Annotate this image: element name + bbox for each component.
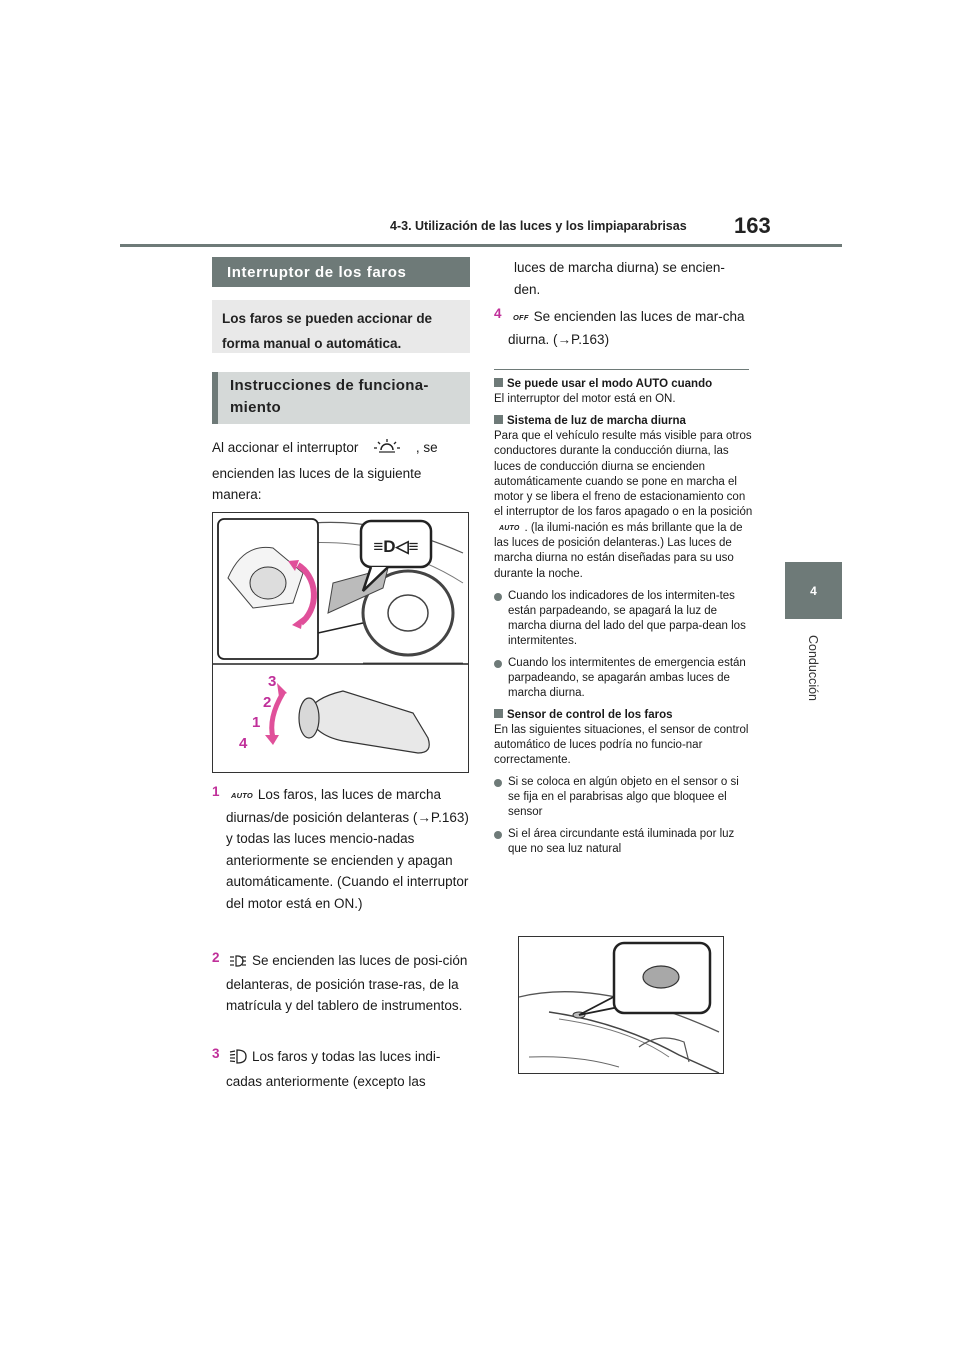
intro-text-c: encienden las luces de la siguiente manera: — [212, 465, 422, 502]
square-bullet-icon — [494, 709, 503, 718]
notes-block — [494, 377, 754, 857]
note-3-bullet-1: Si se coloca en algún objeto en el sensor o si se fija en el parabrisas algo que bloquee el sensor — [494, 775, 754, 820]
light-sensor-figure — [518, 936, 724, 1074]
off-symbol-icon: OFF — [513, 313, 529, 322]
item-4 — [494, 306, 752, 350]
item-2-number: 2 — [212, 950, 220, 965]
item-1 — [212, 784, 474, 914]
note-2-body — [494, 429, 754, 582]
figure-label-2: 2 — [263, 694, 272, 711]
intro-text-b: , se — [415, 440, 438, 455]
section-heading: Interruptor de los faros — [212, 257, 470, 287]
item-4-text: Se encienden las luces de mar-cha diurna. (→P.163) — [508, 309, 745, 347]
chapter-label-text: Conducción — [805, 634, 820, 702]
figure-label-3: 3 — [268, 673, 277, 690]
intro-paragraph — [212, 437, 472, 506]
item-4-number: 4 — [494, 306, 502, 321]
figure-label-4: 4 — [239, 735, 248, 752]
note-3-bullet-2: Si el área circundante está iluminada por luz que no sea luz natural — [494, 827, 754, 857]
note-1-body: El interruptor del motor está en ON. — [494, 393, 676, 405]
note-3-body: En las siguientes situaciones, el sensor de control automático de luces podría no funcio-nar correctamente. — [494, 723, 749, 766]
headlight-switch-figure — [212, 512, 469, 773]
chapter-tab[interactable]: 4 — [785, 562, 842, 619]
note-1-title: Se puede usar el modo AUTO cuando — [494, 377, 754, 392]
item-3-continued: luces de marcha diurna) se encien-den. — [514, 260, 725, 297]
intro-text-a: Al accionar el interruptor — [212, 440, 359, 455]
round-bullet-icon — [494, 593, 502, 601]
item-2-text: Se encienden las luces de posi-ción delanteras, de posición trase-ras, de la matrícula y del tablero de instrumentos. — [226, 953, 468, 1013]
square-bullet-icon — [494, 378, 503, 387]
note-2-bullet-1: Cuando los indicadores de los intermiten-tes están parpadeando, se apagará la luz de marcha diurna del lado del que parpa-dean los intermitentes. — [494, 589, 754, 649]
round-bullet-icon — [494, 831, 502, 839]
auto-symbol-icon: AUTO — [231, 791, 253, 800]
instructions-heading: Instrucciones de funciona-miento — [212, 372, 470, 424]
section-title: 4-3. Utilización de las luces y los limpiaparabrisas — [390, 219, 687, 233]
notes-rule — [494, 369, 749, 370]
square-bullet-icon — [494, 415, 503, 424]
round-bullet-icon — [494, 779, 502, 787]
item-1-text: Los faros, las luces de marcha diurnas/de posición delanteras (→P.163) y todas las luces mencio-nadas anteriormente se encienden y apagan automáticamente. (Cuando el interruptor del motor está en ON.) — [226, 787, 469, 911]
headlight-switch-icon — [362, 438, 412, 463]
headlight-icon — [229, 1049, 247, 1071]
svg-text:≡D◁≡: ≡D◁≡ — [373, 537, 419, 556]
page-number: 163 — [734, 213, 771, 238]
item-3-number: 3 — [212, 1046, 220, 1061]
item-2 — [212, 950, 474, 1017]
auto-symbol-icon: AUTO — [499, 524, 520, 532]
chapter-label — [776, 631, 850, 705]
item-3-text: Los faros y todas las luces indi-cadas anteriormente (excepto las — [226, 1049, 441, 1089]
section-subheading: Los faros se pueden accionar de forma manual o automática. — [212, 300, 470, 353]
header-rule — [120, 244, 842, 247]
item-3 — [212, 1046, 474, 1092]
figure-label-1: 1 — [252, 714, 261, 731]
item-1-number: 1 — [212, 784, 220, 799]
note-2-bullet-2: Cuando los intermitentes de emergencia están parpadeando, se apagarán ambas luces de marcha diurna. — [494, 656, 754, 701]
note-2-title: Sistema de luz de marcha diurna — [494, 414, 754, 429]
position-lights-icon — [229, 952, 247, 974]
note-2-body-a: Para que el vehículo resulte más visible para otros conductores durante la conducción diurna, las luces de conducción diurna se encienden automáticamente cuando se pone en marcha el motor y se libera el freno de estacionamiento con el interruptor de los faros apagado o en la posición — [494, 430, 753, 519]
round-bullet-icon — [494, 660, 502, 668]
note-2-body-b: . (la ilumi-nación es más brillante que la de las luces de posición delanteras.) Las luces de marcha diurna no están diseñadas para su uso durante la noche. — [494, 521, 743, 580]
note-3-title: Sensor de control de los faros — [494, 708, 754, 723]
